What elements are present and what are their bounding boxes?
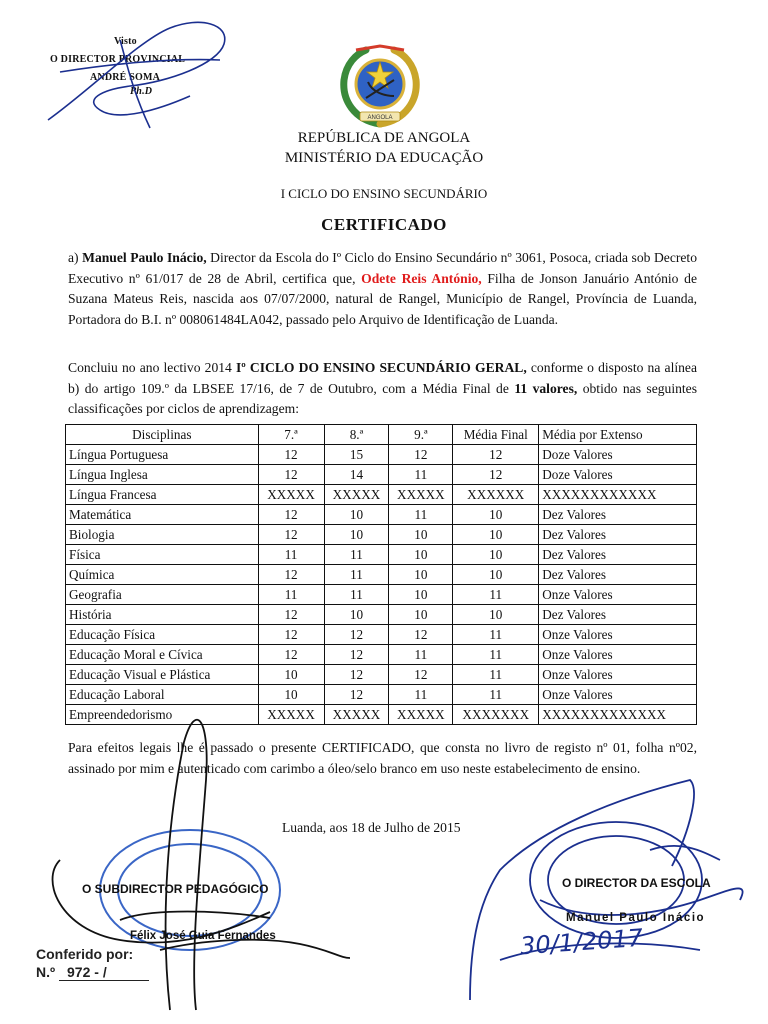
grade-cell: 10 bbox=[389, 545, 453, 565]
director-signature-name: Manuel Paulo Inácio bbox=[566, 912, 706, 924]
grade-cell: 11 bbox=[324, 545, 389, 565]
grade-cell: 10 bbox=[258, 685, 324, 705]
subject-cell: Matemática bbox=[66, 505, 259, 525]
grade-cell: XXXXX bbox=[324, 485, 389, 505]
grade-cell: 12 bbox=[258, 525, 324, 545]
grade-cell: XXXXX bbox=[389, 705, 453, 725]
grade-cell: XXXXXX bbox=[453, 485, 539, 505]
conclusion-paragraph bbox=[68, 358, 697, 420]
table-row bbox=[66, 545, 697, 565]
grade-words-cell: Dez Valores bbox=[539, 605, 697, 625]
subject-cell: Física bbox=[66, 545, 259, 565]
grade-cell: 11 bbox=[324, 565, 389, 585]
grade-cell: 10 bbox=[258, 665, 324, 685]
grade-cell: 10 bbox=[453, 545, 539, 565]
table-row bbox=[66, 505, 697, 525]
grade-words-cell: XXXXXXXXXXXX bbox=[539, 485, 697, 505]
table-row bbox=[66, 445, 697, 465]
grade-words-cell: Dez Valores bbox=[539, 545, 697, 565]
grade-cell: 10 bbox=[389, 525, 453, 545]
table-row bbox=[66, 525, 697, 545]
grade-cell: 12 bbox=[324, 685, 389, 705]
subject-cell: Educação Moral e Cívica bbox=[66, 645, 259, 665]
director-title: O DIRECTOR DA ESCOLA bbox=[562, 876, 711, 890]
grades-table-body bbox=[66, 445, 697, 725]
coat-of-arms-icon bbox=[336, 44, 424, 130]
grade-words-cell: Doze Valores bbox=[539, 445, 697, 465]
grade-cell: 12 bbox=[453, 465, 539, 485]
grade-cell: XXXXX bbox=[389, 485, 453, 505]
subject-cell: História bbox=[66, 605, 259, 625]
grade-cell: 12 bbox=[258, 565, 324, 585]
director-signature bbox=[470, 780, 743, 1000]
republic-heading: REPÚBLICA DE ANGOLA bbox=[297, 130, 471, 146]
column-header: 7.ª bbox=[258, 425, 324, 445]
grade-cell: 12 bbox=[258, 505, 324, 525]
paragraph2-text-c: obtido nas seguintes classificações por ciclos de aprendizagem: bbox=[68, 380, 698, 416]
column-header: 8.ª bbox=[324, 425, 389, 445]
grade-cell: 12 bbox=[324, 645, 389, 665]
grade-cell: 11 bbox=[258, 585, 324, 605]
grade-words-cell: Doze Valores bbox=[539, 465, 697, 485]
table-row bbox=[66, 625, 697, 645]
table-row bbox=[66, 605, 697, 625]
subject-cell: Geografia bbox=[66, 585, 259, 605]
registration-number bbox=[36, 964, 149, 981]
table-row bbox=[66, 585, 697, 605]
table-row bbox=[66, 485, 697, 505]
paragraph-prefix: a) bbox=[68, 250, 83, 265]
subject-cell: Língua Francesa bbox=[66, 485, 259, 505]
grade-cell: 12 bbox=[258, 645, 324, 665]
subdirector-title: O SUBDIRECTOR PEDAGÓGICO bbox=[82, 882, 269, 896]
final-grade: 11 valores, bbox=[514, 380, 578, 396]
grade-words-cell: Onze Valores bbox=[539, 585, 697, 605]
director-name: Manuel Paulo Inácio, bbox=[82, 250, 207, 265]
table-header-row bbox=[66, 425, 697, 445]
grade-words-cell: XXXXXXXXXXXXX bbox=[539, 705, 697, 725]
grade-cell: XXXXX bbox=[324, 705, 389, 725]
grade-cell: 10 bbox=[453, 525, 539, 545]
grade-cell: 11 bbox=[453, 645, 539, 665]
table-row bbox=[66, 565, 697, 585]
visto-director-name: ANDRÉ SOMA bbox=[90, 72, 161, 83]
grade-words-cell: Onze Valores bbox=[539, 665, 697, 685]
grade-cell: 11 bbox=[389, 685, 453, 705]
grade-cell: 11 bbox=[389, 645, 453, 665]
grade-cell: 12 bbox=[324, 665, 389, 685]
grade-words-cell: Onze Valores bbox=[539, 625, 697, 645]
subject-cell: Empreendedorismo bbox=[66, 705, 259, 725]
grade-cell: 11 bbox=[453, 625, 539, 645]
paragraph1-text-b: Filha de Jonson Januário António de Suzana Mateus Reis, nascida aos 07/07/2000, natural de Rangel, Município de Rangel, Província de Luanda, Portadora do B.I. nº 008061484LA042, passado pelo Arquivo de Identificação de Luanda. bbox=[68, 270, 697, 327]
grade-cell: 10 bbox=[324, 525, 389, 545]
grade-cell: 12 bbox=[453, 445, 539, 465]
grade-cell: 11 bbox=[389, 465, 453, 485]
table-row bbox=[66, 685, 697, 705]
grade-cell: 12 bbox=[389, 445, 453, 465]
grade-words-cell: Dez Valores bbox=[539, 525, 697, 545]
grade-cell: 12 bbox=[389, 625, 453, 645]
grade-words-cell: Dez Valores bbox=[539, 505, 697, 525]
visto-label: Visto bbox=[114, 36, 137, 47]
numero-label: N.º bbox=[36, 964, 56, 980]
grade-cell: 10 bbox=[453, 565, 539, 585]
column-header: 9.ª bbox=[389, 425, 453, 445]
conferido-label: Conferido por: bbox=[36, 946, 134, 962]
grade-cell: 12 bbox=[258, 625, 324, 645]
subject-cell: Educação Laboral bbox=[66, 685, 259, 705]
ministry-heading: MINISTÉRIO DA EDUCAÇÃO bbox=[284, 150, 484, 166]
grade-cell: 11 bbox=[258, 545, 324, 565]
grade-cell: XXXXX bbox=[258, 485, 324, 505]
angola-emblem bbox=[336, 44, 424, 130]
grade-cell: 12 bbox=[258, 605, 324, 625]
subject-cell: Língua Inglesa bbox=[66, 465, 259, 485]
certification-paragraph bbox=[68, 248, 697, 330]
handwritten-date: 30/1/2017 bbox=[519, 923, 644, 961]
grade-cell: 12 bbox=[258, 445, 324, 465]
svg-text:ANGOLA: ANGOLA bbox=[367, 115, 393, 121]
column-header: Média Final bbox=[453, 425, 539, 445]
subject-cell: Língua Portuguesa bbox=[66, 445, 259, 465]
subdirector-name: Félix José Guia Fernandes bbox=[130, 930, 276, 942]
student-name: Odete Reis António, bbox=[361, 270, 482, 286]
table-row bbox=[66, 645, 697, 665]
grade-cell: 11 bbox=[453, 585, 539, 605]
grade-words-cell: Dez Valores bbox=[539, 565, 697, 585]
grade-cell: 10 bbox=[453, 605, 539, 625]
subject-cell: Educação Visual e Plástica bbox=[66, 665, 259, 685]
subject-cell: Educação Física bbox=[66, 625, 259, 645]
grade-cell: XXXXXXX bbox=[453, 705, 539, 725]
cycle-heading: I CICLO DO ENSINO SECUNDÁRIO bbox=[280, 186, 488, 201]
grade-cell: 12 bbox=[258, 465, 324, 485]
visto-director-title: O DIRECTOR PROVINCIAL bbox=[50, 54, 186, 65]
paragraph2-text-b: conforme o disposto na alínea b) do artigo 109.º da LBSEE 17/16, de 7 de Outubro, com a Média Final de bbox=[68, 360, 697, 396]
column-header: Disciplinas bbox=[66, 425, 259, 445]
column-header: Média por Extenso bbox=[539, 425, 697, 445]
table-row bbox=[66, 465, 697, 485]
subject-cell: Biologia bbox=[66, 525, 259, 545]
grade-words-cell: Onze Valores bbox=[539, 685, 697, 705]
grade-cell: 10 bbox=[389, 605, 453, 625]
grade-cell: 10 bbox=[389, 585, 453, 605]
visto-block bbox=[40, 22, 240, 142]
grade-cell: 10 bbox=[389, 565, 453, 585]
table-row bbox=[66, 705, 697, 725]
grades-table bbox=[65, 424, 697, 725]
grade-cell: 11 bbox=[453, 665, 539, 685]
course-name: Iº CICLO DO ENSINO SECUNDÁRIO GERAL, bbox=[236, 360, 527, 375]
place-date: Luanda, aos 18 de Julho de 2015 bbox=[282, 820, 461, 835]
paragraph2-text-a: Concluiu no ano lectivo 2014 bbox=[68, 360, 236, 375]
grade-cell: 11 bbox=[389, 505, 453, 525]
certificate-title: CERTIFICADO bbox=[321, 215, 447, 234]
table-row bbox=[66, 665, 697, 685]
grade-cell: 11 bbox=[453, 685, 539, 705]
legal-paragraph: Para efeitos legais lhe é passado o presente CERTIFICADO, que consta no livro de registo nº 01, folha nº02, assinado por mim e autenticado com carimbo a óleo/selo branco em uso neste estabelecimento de ensino. bbox=[68, 740, 697, 776]
numero-value: 972 - / bbox=[59, 964, 149, 981]
grade-cell: 12 bbox=[324, 625, 389, 645]
paragraph1-text-a: Director da Escola do Iº Ciclo do Ensino Secundário nº 3061, Posoca, criada sob Decreto Executivo nº 61/017 de 28 de Abril, certifica que, bbox=[68, 250, 697, 286]
grade-cell: 10 bbox=[324, 605, 389, 625]
grade-cell: 11 bbox=[324, 585, 389, 605]
grade-words-cell: Onze Valores bbox=[539, 645, 697, 665]
grade-cell: 15 bbox=[324, 445, 389, 465]
grade-cell: 10 bbox=[324, 505, 389, 525]
grade-cell: 14 bbox=[324, 465, 389, 485]
subject-cell: Química bbox=[66, 565, 259, 585]
grade-cell: XXXXX bbox=[258, 705, 324, 725]
visto-degree: Ph.D bbox=[130, 86, 153, 97]
grade-cell: 12 bbox=[389, 665, 453, 685]
grade-cell: 10 bbox=[453, 505, 539, 525]
